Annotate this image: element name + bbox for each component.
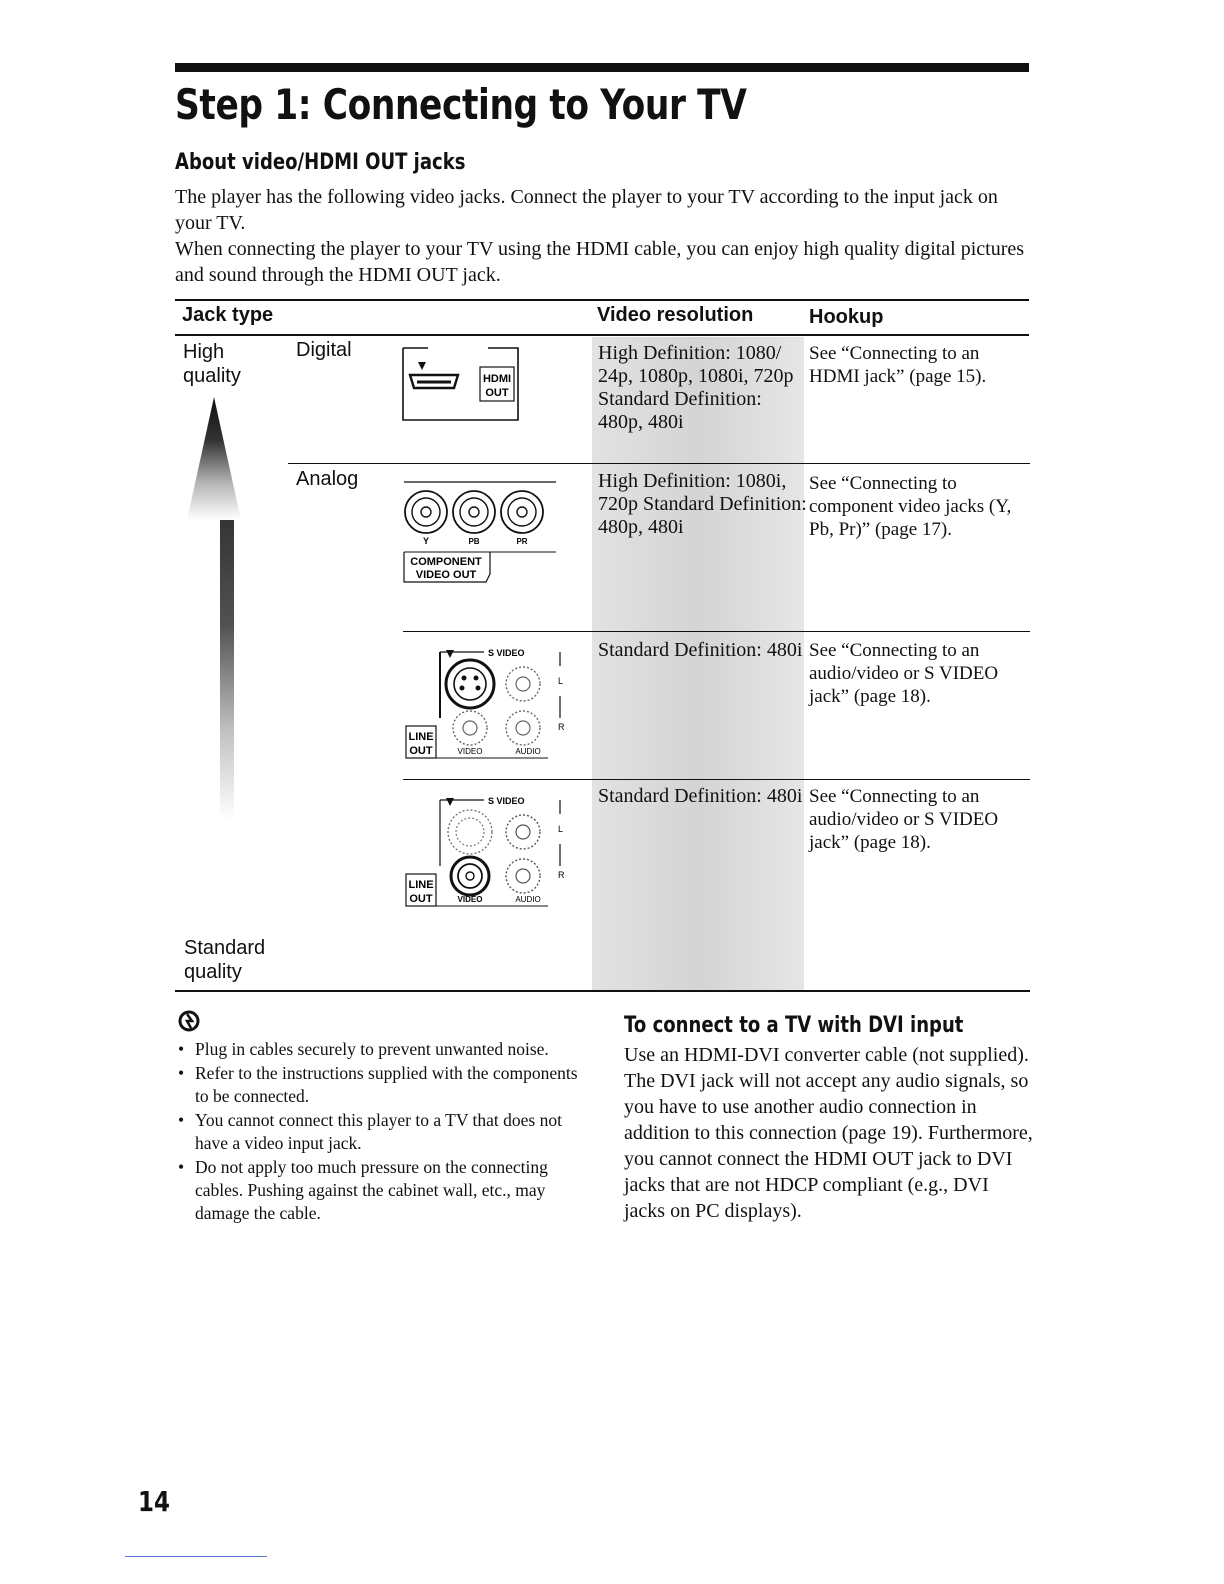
table-top-rule (175, 299, 1029, 301)
resolution-row-3: Standard Definition: 480i (598, 639, 803, 661)
s-video-label-2: S VIDEO (488, 796, 525, 806)
page-number: 14 (138, 1485, 170, 1518)
line-label-2: LINE (408, 879, 434, 891)
row-2-rule (403, 631, 1030, 632)
audio-r-label: R (558, 722, 565, 732)
hdmi-jack-icon (400, 340, 522, 426)
hookup-row-3: See “Connecting to an audio/video or S VIDEO jack” (page 18). (809, 640, 999, 707)
note-item: • You cannot connect this player to a TV that does not have a video input jack. (178, 1109, 588, 1155)
note-icon (178, 1010, 202, 1032)
hookup-row-2: See “Connecting to component video jacks (Y, Pb, Pr)” (page 17). (809, 473, 1012, 540)
row-1-rule (288, 463, 1030, 464)
signal-analog-label: Analog (296, 468, 359, 490)
resolution-row-4: Standard Definition: 480i (598, 785, 803, 807)
video-label: VIDEO (457, 747, 483, 756)
note-item: • Plug in cables securely to prevent unwanted noise. (178, 1038, 588, 1061)
header-video-resolution: Video resolution (597, 304, 754, 326)
row-3-rule (403, 779, 1030, 780)
component-pr-label: PR (516, 537, 528, 546)
resolution-column-shade (592, 337, 804, 990)
dvi-heading: To connect to a TV with DVI input (624, 1013, 964, 1038)
signal-digital-label: Digital (296, 339, 352, 361)
line-label: LINE (408, 731, 434, 743)
audio-l-label: L (558, 676, 564, 686)
hdmi-label: HDMI (482, 373, 512, 385)
out-label-2: OUT (409, 893, 433, 905)
component-video-out-label: VIDEO OUT (415, 569, 477, 581)
video-label-2: VIDEO (457, 895, 483, 904)
header-jack-type: Jack type (182, 304, 274, 326)
audio-r-label-2: R (558, 870, 565, 880)
quality-standard-label: Standard quality (184, 937, 266, 983)
component-video-jack-icon (400, 478, 560, 586)
note-item: • Refer to the instructions supplied with the components to be connected. (178, 1062, 588, 1108)
resolution-row-1: High Definition: 1080/ 24p, 1080p, 1080i, 720p Standard Definition: 480p, 480i (598, 342, 794, 433)
component-label: COMPONENT (410, 556, 482, 568)
quality-high-label: High quality (183, 341, 241, 387)
dvi-body: Use an HDMI-DVI converter cable (not supplied). The DVI jack will not accept any audio signals, so you have to use another audio connection in addition to this connection (page 19). Furthermore, you cannot connect the HDMI OUT jack to DVI jacks that are not HDCP compliant (e.g., DVI jacks on PC displays). (624, 1044, 1033, 1222)
section-heading: About video/HDMI OUT jacks (175, 150, 466, 175)
footer-rule (125, 1556, 267, 1557)
s-video-label: S VIDEO (488, 648, 525, 658)
out-label: OUT (409, 745, 433, 757)
intro-paragraph-1: The player has the following video jacks. Connect the player to your TV according to the input jack on your TV. (175, 186, 998, 234)
intro-paragraph-2: When connecting the player to your TV using the HDMI cable, you can enjoy high quality digital pictures and sound through the HDMI OUT jack. (175, 238, 1025, 286)
composite-video-jack-icon (398, 784, 573, 910)
audio-l-label-2: L (558, 824, 564, 834)
header-hookup: Hookup (809, 306, 884, 328)
component-y-label: Y (422, 536, 430, 546)
title-rule (175, 63, 1029, 72)
hookup-row-4: See “Connecting to an audio/video or S VIDEO jack” (page 18). (809, 786, 999, 853)
table-header-rule (175, 334, 1029, 336)
notes-list (178, 1038, 588, 1226)
hookup-row-1: See “Connecting to an HDMI jack” (page 15). (809, 343, 987, 387)
audio-label-2: AUDIO (515, 895, 541, 904)
note-item: • Do not apply too much pressure on the connecting cables. Pushing against the cabinet wall, etc., may damage the cable. (178, 1156, 588, 1225)
audio-label: AUDIO (515, 747, 541, 756)
table-bottom-rule (175, 990, 1030, 992)
s-video-jack-icon (398, 636, 573, 762)
component-pb-label: PB (468, 537, 480, 546)
resolution-row-2: High Definition: 1080i, 720p Standard Definition: 480p, 480i (598, 470, 807, 538)
page-title: Step 1: Connecting to Your TV (175, 80, 747, 129)
quality-gradient-arrow (187, 395, 247, 825)
hdmi-out-label: OUT (485, 387, 509, 399)
